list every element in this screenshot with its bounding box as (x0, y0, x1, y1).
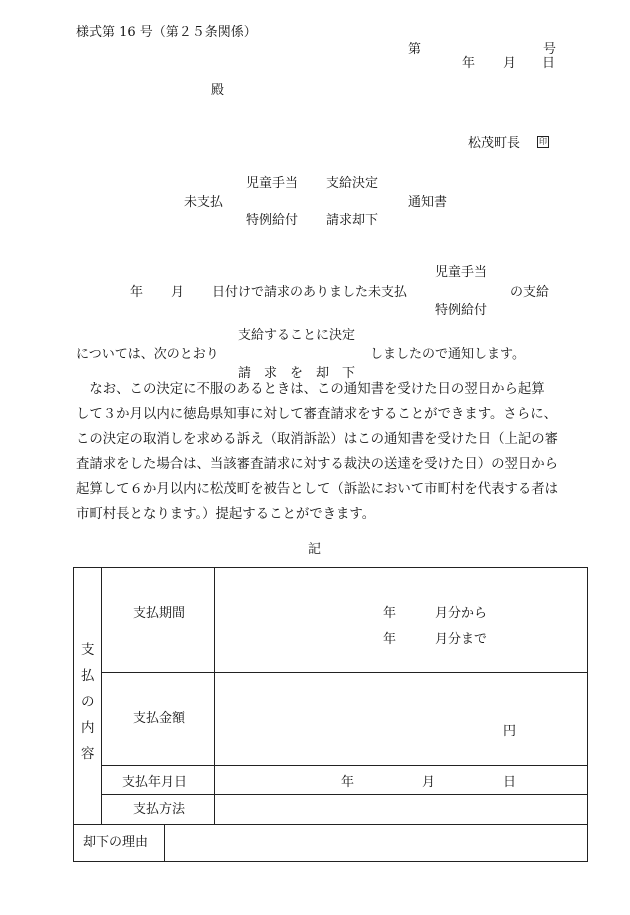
option-child-allowance: 児童手当 (435, 265, 488, 280)
number-suffix: 号 (543, 42, 557, 57)
pay-date-day: 日 (503, 775, 517, 790)
addressee-suffix: 殿 (211, 83, 225, 98)
title-notice: 通知書 (408, 195, 448, 210)
claim-sentence: 日付けで請求のありました未支払 (212, 285, 408, 300)
pay-date-month: 月 (422, 775, 436, 790)
notice-line: 起算して６か月以内に松茂町を被告として（訴訟において市町村を代表する者は (76, 482, 559, 497)
pay-date-year: 年 (341, 775, 355, 790)
group-label-char: 払 (81, 668, 95, 684)
notice-line: 査請求をした場合は、当該審査請求に対する裁決の送達を受けた日）の翌日から (76, 457, 559, 472)
notice-paragraph (76, 377, 559, 527)
period-from-year: 年 (383, 606, 397, 621)
decision-approve: 支給することに決定 (238, 328, 356, 343)
group-label-char: 内 (81, 720, 95, 736)
notice-line: して３か月以内に徳島県知事に対して審査請求をすることができます。さらに、 (76, 407, 557, 422)
decision-reject: 請 求 を 却 下 (238, 366, 356, 381)
title-child-allowance: 児童手当 (246, 176, 299, 191)
title-special-benefit: 特例給付 (246, 213, 299, 228)
header-month: 月 (503, 56, 517, 71)
header-day: 日 (542, 56, 556, 71)
group-label-char: の (81, 694, 95, 710)
claim-sentence-end: の支給 (510, 285, 550, 300)
claim-year: 年 (130, 285, 144, 300)
form-label: 様式第 16 号（第２５条関係） (76, 25, 257, 40)
title-claim-rejection: 請求却下 (326, 213, 379, 228)
decision-prefix: については、次のとおり (76, 347, 219, 362)
notice-line: 市町村長となります。）提起することができます。 (76, 507, 376, 522)
method-label: 支払方法 (133, 802, 186, 817)
reason-label: 却下の理由 (83, 835, 149, 850)
period-to-year: 年 (383, 632, 397, 647)
title-unpaid: 未支払 (184, 195, 224, 210)
seal-icon (537, 136, 549, 148)
group-label-char: 支 (81, 642, 95, 658)
group-label-char: 容 (81, 746, 95, 762)
decision-suffix: しましたので通知します。 (370, 347, 525, 362)
period-from-month: 月分から (435, 606, 488, 621)
claim-month: 月 (171, 285, 185, 300)
pay-date-label: 支払年月日 (122, 775, 188, 790)
period-label: 支払期間 (133, 606, 186, 621)
number-prefix: 第 (408, 42, 422, 57)
notice-line: なお、この決定に不服のあるときは、この通知書を受けた日の翌日から起算 (76, 382, 545, 397)
seal-mark: 印 (539, 137, 547, 146)
notice-line: この決定の取消しを求める訴え（取消訴訟）はこの通知書を受けた日（上記の審 (76, 432, 559, 447)
header-year: 年 (462, 56, 476, 71)
title-payment-decision: 支給決定 (326, 176, 379, 191)
period-to-month: 月分まで (435, 632, 488, 647)
option-special-benefit: 特例給付 (435, 303, 488, 318)
issuer-name: 松茂町長 (468, 136, 521, 151)
ki-heading: 記 (308, 542, 322, 557)
amount-unit: 円 (503, 724, 517, 739)
amount-label: 支払金額 (133, 711, 186, 726)
